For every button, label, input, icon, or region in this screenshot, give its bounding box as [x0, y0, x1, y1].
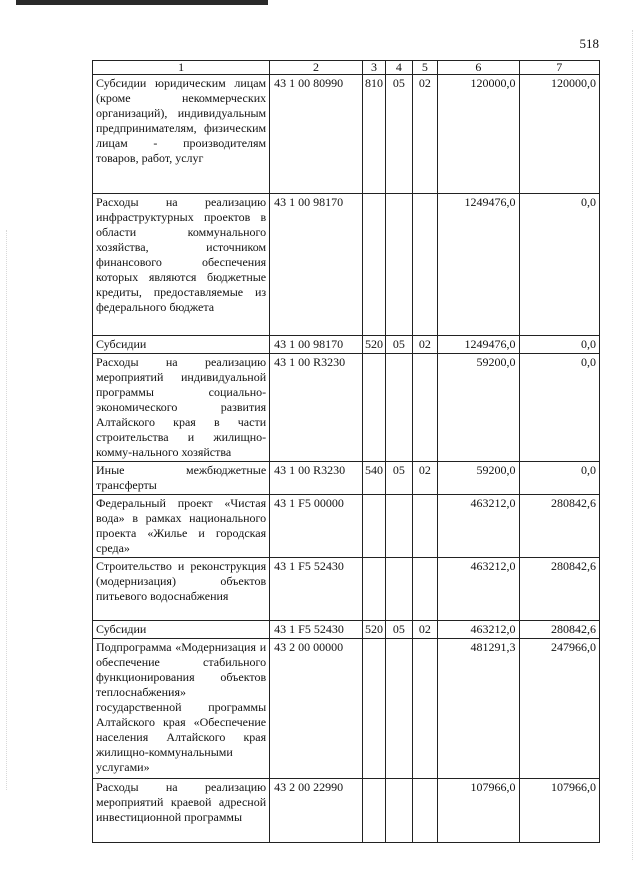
column-header-1: 1 [93, 61, 270, 75]
row-c6: 120000,0 [438, 75, 519, 194]
row-c4: 05 [386, 621, 412, 639]
row-name: Федеральный проект «Чистая вода» в рамках национального проекта «Жилье и городская среда» [93, 495, 270, 558]
table-row [93, 639, 600, 779]
row-c4: 05 [386, 336, 412, 354]
row-c7: 120000,0 [519, 75, 599, 194]
table-row [93, 495, 600, 558]
table-row [93, 75, 600, 194]
row-c6: 59200,0 [438, 354, 519, 462]
row-code: 43 1 F5 52430 [270, 621, 363, 639]
scan-margin-left [6, 230, 8, 790]
table-row [93, 621, 600, 639]
row-c4 [386, 495, 412, 558]
row-c7: 107966,0 [519, 779, 599, 843]
row-c3 [362, 779, 385, 843]
row-c5 [412, 558, 437, 621]
row-code: 43 2 00 00000 [270, 639, 363, 779]
row-name: Расходы на реализацию инфраструктурных проектов в области коммунального хозяйства, источником финансового обеспечения которых являются бюджетные кредиты, предоставляемые из федерального бюджета [93, 194, 270, 336]
row-c7: 280842,6 [519, 621, 599, 639]
row-c5 [412, 194, 437, 336]
row-c6: 463212,0 [438, 621, 519, 639]
row-c5: 02 [412, 462, 437, 495]
table-row [93, 462, 600, 495]
budget-table [92, 60, 600, 843]
table-row [93, 336, 600, 354]
column-header-7: 7 [519, 61, 599, 75]
row-c3 [362, 194, 385, 336]
row-c3: 810 [362, 75, 385, 194]
row-code: 43 1 00 98170 [270, 194, 363, 336]
row-c6: 1249476,0 [438, 194, 519, 336]
row-code: 43 1 00 98170 [270, 336, 363, 354]
page-number: 518 [579, 36, 599, 51]
row-code: 43 1 00 R3230 [270, 354, 363, 462]
row-c4 [386, 354, 412, 462]
row-name: Субсидии юридическим лицам (кроме некоммерческих организаций), индивидуальным предпринимателям, физическим лицам - производителям товаров, работ, услуг [93, 75, 270, 194]
header-row [93, 61, 600, 75]
row-name: Расходы на реализацию мероприятий индивидуальной программы социально-экономического развития Алтайского края в части строительства и жилищно-комму-нального хозяйства [93, 354, 270, 462]
row-name: Субсидии [93, 621, 270, 639]
row-c7: 0,0 [519, 462, 599, 495]
row-c4 [386, 558, 412, 621]
row-c4 [386, 639, 412, 779]
row-c5: 02 [412, 75, 437, 194]
row-c6: 59200,0 [438, 462, 519, 495]
column-header-4: 4 [386, 61, 412, 75]
row-name: Субсидии [93, 336, 270, 354]
column-header-6: 6 [438, 61, 519, 75]
row-c5 [412, 779, 437, 843]
scan-margin-right [632, 30, 634, 860]
row-c5: 02 [412, 336, 437, 354]
row-c4 [386, 779, 412, 843]
row-c3 [362, 495, 385, 558]
row-c7: 0,0 [519, 336, 599, 354]
table-row [93, 194, 600, 336]
column-header-5: 5 [412, 61, 437, 75]
table-row [93, 558, 600, 621]
row-c4 [386, 194, 412, 336]
row-name: Иные межбюджетные трансферты [93, 462, 270, 495]
row-c7: 280842,6 [519, 495, 599, 558]
row-c7: 247966,0 [519, 639, 599, 779]
row-code: 43 1 F5 00000 [270, 495, 363, 558]
row-c6: 463212,0 [438, 495, 519, 558]
row-c3 [362, 354, 385, 462]
row-c3: 520 [362, 336, 385, 354]
row-c4: 05 [386, 75, 412, 194]
row-c7: 0,0 [519, 194, 599, 336]
row-c5 [412, 495, 437, 558]
row-c3: 540 [362, 462, 385, 495]
row-c3 [362, 639, 385, 779]
row-c6: 107966,0 [438, 779, 519, 843]
row-c4: 05 [386, 462, 412, 495]
column-header-3: 3 [362, 61, 385, 75]
row-c6: 463212,0 [438, 558, 519, 621]
row-c5 [412, 354, 437, 462]
row-c5: 02 [412, 621, 437, 639]
row-c3: 520 [362, 621, 385, 639]
table-row [93, 354, 600, 462]
row-code: 43 1 00 R3230 [270, 462, 363, 495]
row-c7: 0,0 [519, 354, 599, 462]
column-header-2: 2 [270, 61, 363, 75]
row-code: 43 1 00 80990 [270, 75, 363, 194]
row-c6: 1249476,0 [438, 336, 519, 354]
scan-top-bar [16, 0, 268, 5]
row-c7: 280842,6 [519, 558, 599, 621]
row-code: 43 1 F5 52430 [270, 558, 363, 621]
row-code: 43 2 00 22990 [270, 779, 363, 843]
row-name: Подпрограмма «Модернизация и обеспечение стабильного функционирования объектов теплоснабжения» государственной программы Алтайского края «Обеспечение населения Алтайского края жилищно-коммунальными услугами» [93, 639, 270, 779]
row-c5 [412, 639, 437, 779]
row-c3 [362, 558, 385, 621]
row-c6: 481291,3 [438, 639, 519, 779]
table-row [93, 779, 600, 843]
row-name: Расходы на реализацию мероприятий краевой адресной инвестиционной программы [93, 779, 270, 843]
row-name: Строительство и реконструкция (модернизация) объектов питьевого водоснабжения [93, 558, 270, 621]
